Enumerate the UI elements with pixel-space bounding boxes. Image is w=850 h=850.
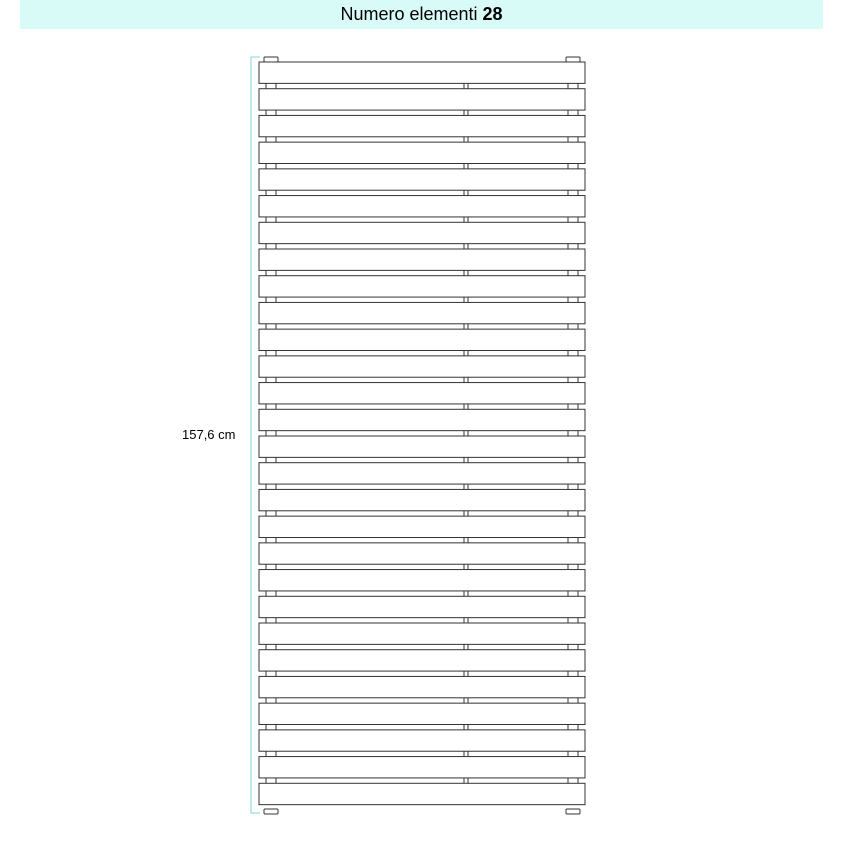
radiator-element xyxy=(259,570,585,591)
radiator-elements xyxy=(259,57,585,814)
wall-bracket xyxy=(566,809,580,814)
radiator-element xyxy=(259,489,585,510)
wall-bracket xyxy=(264,809,278,814)
wall-bracket xyxy=(566,57,580,62)
radiator-element xyxy=(259,62,585,83)
radiator-element xyxy=(259,383,585,404)
radiator-element xyxy=(259,543,585,564)
radiator-element xyxy=(259,650,585,671)
radiator-element xyxy=(259,516,585,537)
radiator-element xyxy=(259,196,585,217)
radiator-element xyxy=(259,169,585,190)
radiator-element xyxy=(259,115,585,136)
radiator-element xyxy=(259,302,585,323)
radiator-element xyxy=(259,757,585,778)
radiator-element xyxy=(259,222,585,243)
radiator-element xyxy=(259,89,585,110)
radiator-element xyxy=(259,730,585,751)
element-count-value: 28 xyxy=(482,4,503,24)
radiator-element xyxy=(259,596,585,617)
radiator-element xyxy=(259,703,585,724)
radiator-element xyxy=(259,276,585,297)
radiator-element xyxy=(259,463,585,484)
element-count-label: Numero elementi xyxy=(340,4,478,24)
height-dimension-label: 157,6 cm xyxy=(182,427,236,442)
radiator-element xyxy=(259,676,585,697)
radiator-element xyxy=(259,409,585,430)
radiator-element xyxy=(259,142,585,163)
radiator-element xyxy=(259,623,585,644)
radiator-element xyxy=(259,783,585,804)
radiator-element xyxy=(259,249,585,270)
wall-bracket xyxy=(264,57,278,62)
radiator-element xyxy=(259,356,585,377)
radiator-element xyxy=(259,329,585,350)
radiator-element xyxy=(259,436,585,457)
